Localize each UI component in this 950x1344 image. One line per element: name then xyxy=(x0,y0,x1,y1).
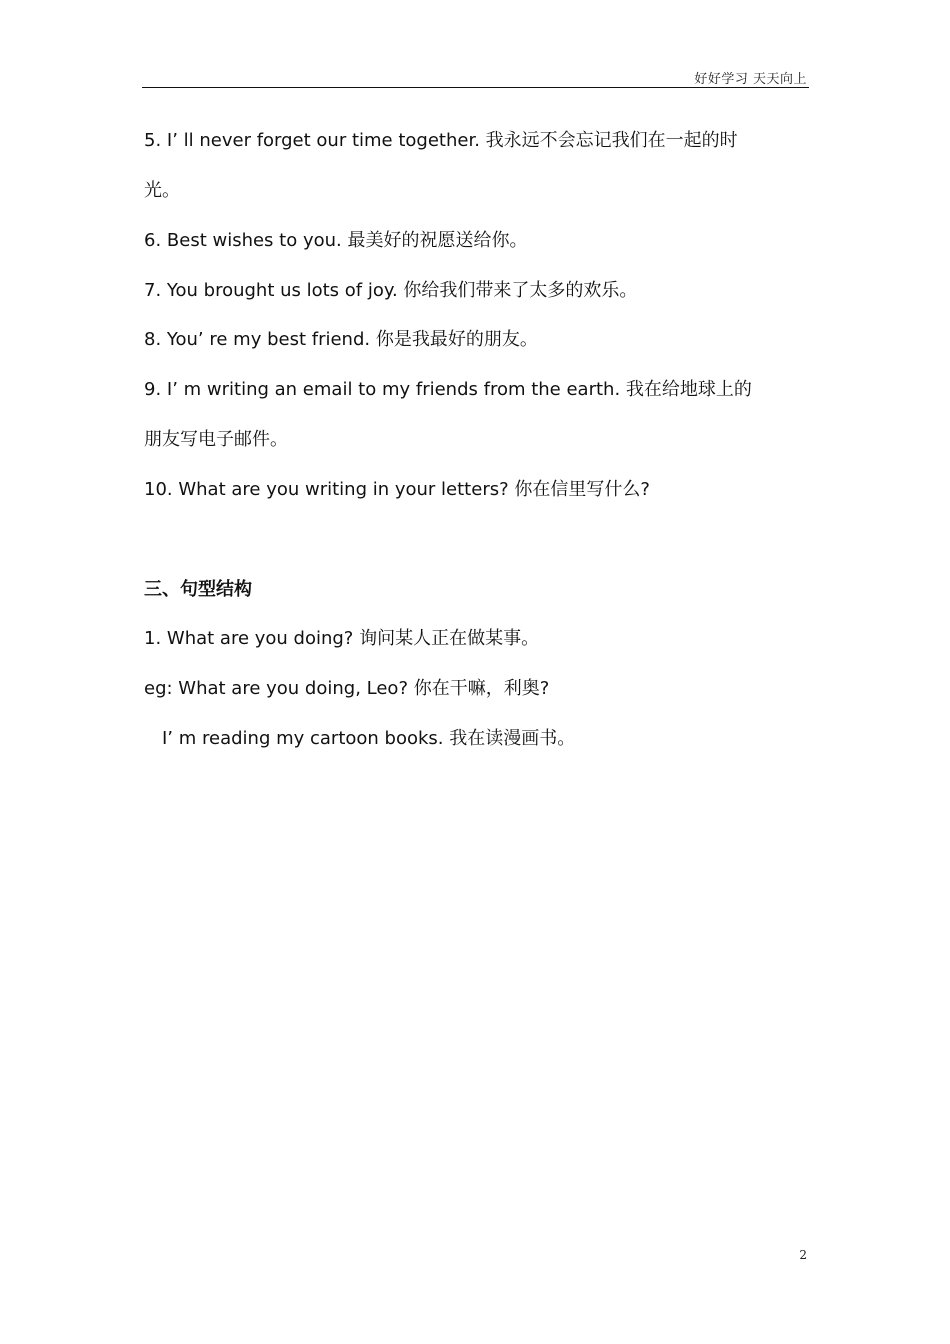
sentence-7: 7. You brought us lots of joy. 你给我们带来了太多的欢乐。 xyxy=(144,280,638,301)
example-answer: I’ m reading my cartoon books. 我在读漫画书。 xyxy=(162,728,576,749)
sentence-5-line-1: 5. I’ ll never forget our time together. 我永远不会忘记我们在一起的时 xyxy=(144,130,738,151)
sentence-6: 6. Best wishes to you. 最美好的祝愿送给你。 xyxy=(144,230,528,251)
header-motto: 好好学习 天天向上 xyxy=(694,72,807,87)
sentence-9-line-1: 9. I’ m writing an email to my friends from the earth. 我在给地球上的 xyxy=(144,379,752,400)
sentence-8: 8. You’ re my best friend. 你是我最好的朋友。 xyxy=(144,329,538,350)
section-heading: 三、句型结构 xyxy=(144,579,252,600)
example-question: eg: What are you doing, Leo? 你在干嘛，利奥? xyxy=(144,678,550,699)
header-divider xyxy=(142,87,809,88)
sentence-5-line-2: 光。 xyxy=(144,180,180,201)
sentence-10: 10. What are you writing in your letters? 你在信里写什么? xyxy=(144,479,650,500)
page-number: 2 xyxy=(799,1248,807,1262)
pattern-1: 1. What are you doing? 询问某人正在做某事。 xyxy=(144,628,540,649)
sentence-9-line-2: 朋友写电子邮件。 xyxy=(144,429,288,450)
